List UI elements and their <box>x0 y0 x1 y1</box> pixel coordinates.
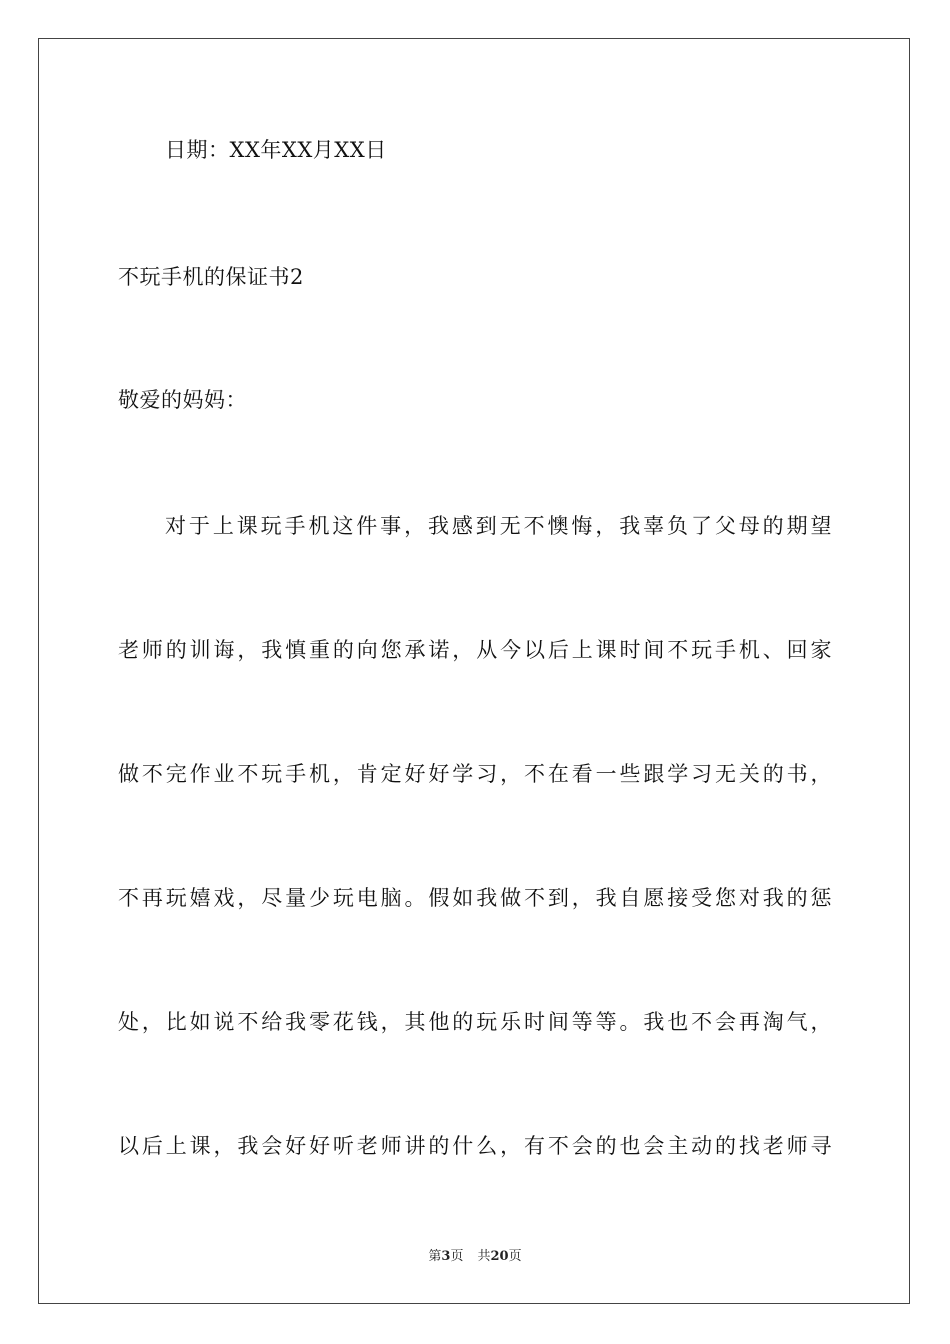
document-title: 不玩手机的保证书2 <box>118 265 304 289</box>
total-suffix: 页 <box>508 1249 522 1264</box>
body-line-6: 以后上课，我会好好听老师讲的什么，有不会的也会主动的找老师寻 <box>118 1134 832 1158</box>
salutation: 敬爱的妈妈： <box>118 388 247 412</box>
body-line-4: 不再玩嬉戏，尽量少玩电脑。假如我做不到，我自愿接受您对我的惩 <box>118 886 832 910</box>
body-line-3: 做不完作业不玩手机，肯定好好学习，不在看一些跟学习无关的书， <box>118 762 832 786</box>
date-line: 日期：XX年XX月XX日 <box>165 138 387 162</box>
body-line-2: 老师的训诲，我慎重的向您承诺，从今以后上课时间不玩手机、回家 <box>118 638 832 662</box>
page-suffix: 页 <box>450 1249 464 1264</box>
body-line-5: 处，比如说不给我零花钱，其他的玩乐时间等等。我也不会再淘气， <box>118 1010 832 1034</box>
total-prefix: 共 <box>477 1249 491 1264</box>
page-number: 3 <box>441 1249 451 1264</box>
page-prefix: 第 <box>428 1249 442 1264</box>
page-footer <box>0 1248 950 1266</box>
page-border <box>38 38 910 1304</box>
body-line-1: 对于上课玩手机这件事，我感到无不懊悔，我辜负了父母的期望 <box>165 514 832 538</box>
total-pages: 20 <box>490 1249 509 1264</box>
